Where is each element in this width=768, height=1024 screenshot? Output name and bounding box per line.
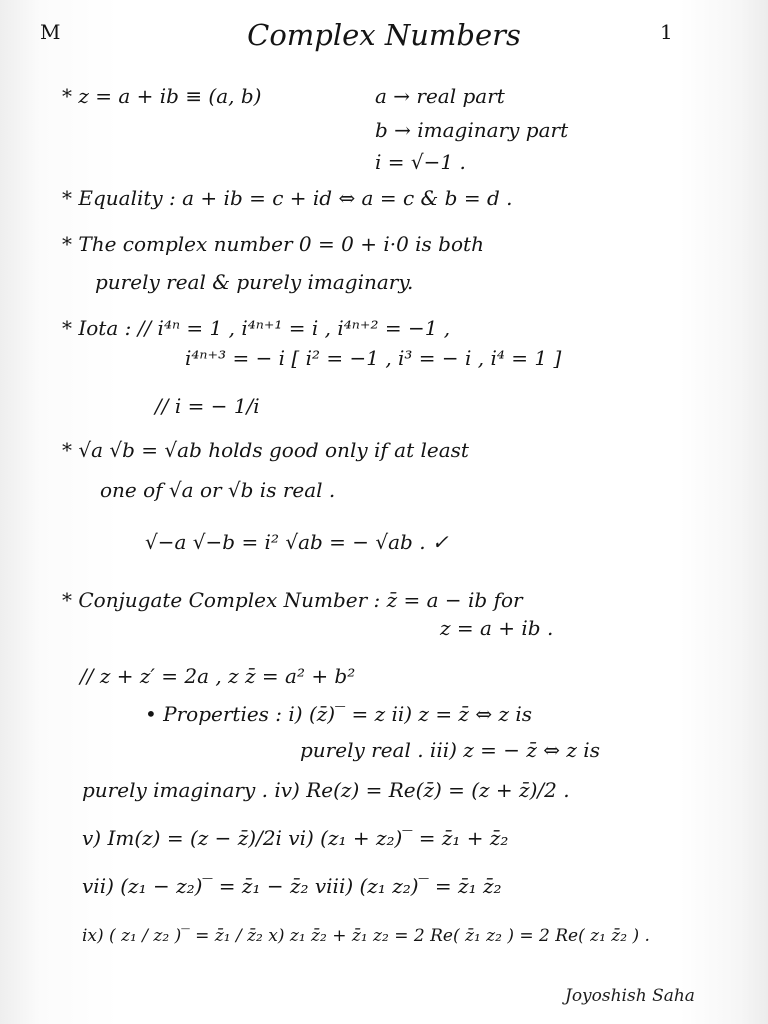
properties-line-2: purely real . iii) z = − z̄ ⇔ z is — [300, 738, 600, 762]
sqrt-line-2: one of √a or √b is real . — [100, 478, 336, 502]
zero-line-1: * The complex number 0 = 0 + i·0 is both — [62, 232, 484, 256]
real-part-note: a → real part — [375, 84, 505, 108]
conjugate-line-1: * Conjugate Complex Number : z̄ = a − ib for — [62, 588, 523, 612]
properties-line-1: • Properties : i) (z̄)‾ = z ii) z = z̄ ⇔ z is — [145, 702, 532, 726]
sqrt-line-1: * √a √b = √ab holds good only if at least — [62, 438, 469, 462]
equality-line: * Equality : a + ib = c + id ⇔ a = c & b = d . — [62, 186, 513, 210]
sqrt-line-3: √−a √−b = i² √ab = − √ab . ✓ — [145, 530, 449, 554]
page-title: Complex Numbers — [247, 18, 521, 52]
properties-line-5: vii) (z₁ − z₂)‾ = z̄₁ − z̄₂ viii) (z₁ z₂)‾ = z̄₁ z̄₂ — [82, 874, 502, 898]
iota-definition-note: i = √−1 . — [375, 150, 466, 174]
sum-product-line: // z + z′ = 2a , z z̄ = a² + b² — [80, 664, 356, 688]
author-signature: Joyoshish Saha — [565, 986, 695, 1006]
iota-line-1: * Iota : // i⁴ⁿ = 1 , i⁴ⁿ⁺¹ = i , i⁴ⁿ⁺² = −1 , — [62, 316, 451, 340]
conjugate-line-2: z = a + ib . — [440, 616, 554, 640]
properties-line-4: v) Im(z) = (z − z̄)/2i vi) (z₁ + z₂)‾ = z̄₁ + z̄₂ — [82, 826, 509, 850]
iota-line-2: i⁴ⁿ⁺³ = − i [ i² = −1 , i³ = − i , i⁴ = 1 ] — [185, 346, 562, 370]
properties-line-6: ix) ( z₁ / z₂ )‾ = z̄₁ / z̄₂ x) z₁ z̄₂ + z̄₁ z₂ = 2 Re( z̄₁ z₂ ) = 2 Re( z₁ z̄₂ ) . — [82, 926, 650, 946]
definition-line: * z = a + ib ≡ (a, b) — [62, 84, 262, 108]
imaginary-part-note: b → imaginary part — [375, 118, 569, 142]
zero-line-2: purely real & purely imaginary. — [95, 270, 414, 294]
corner-mark: M — [40, 20, 61, 44]
iota-line-3: // i = − 1/i — [155, 394, 260, 418]
properties-line-3: purely imaginary . iv) Re(z) = Re(z̄) = (z + z̄)/2 . — [82, 778, 570, 802]
page-number: 1 — [660, 20, 673, 44]
